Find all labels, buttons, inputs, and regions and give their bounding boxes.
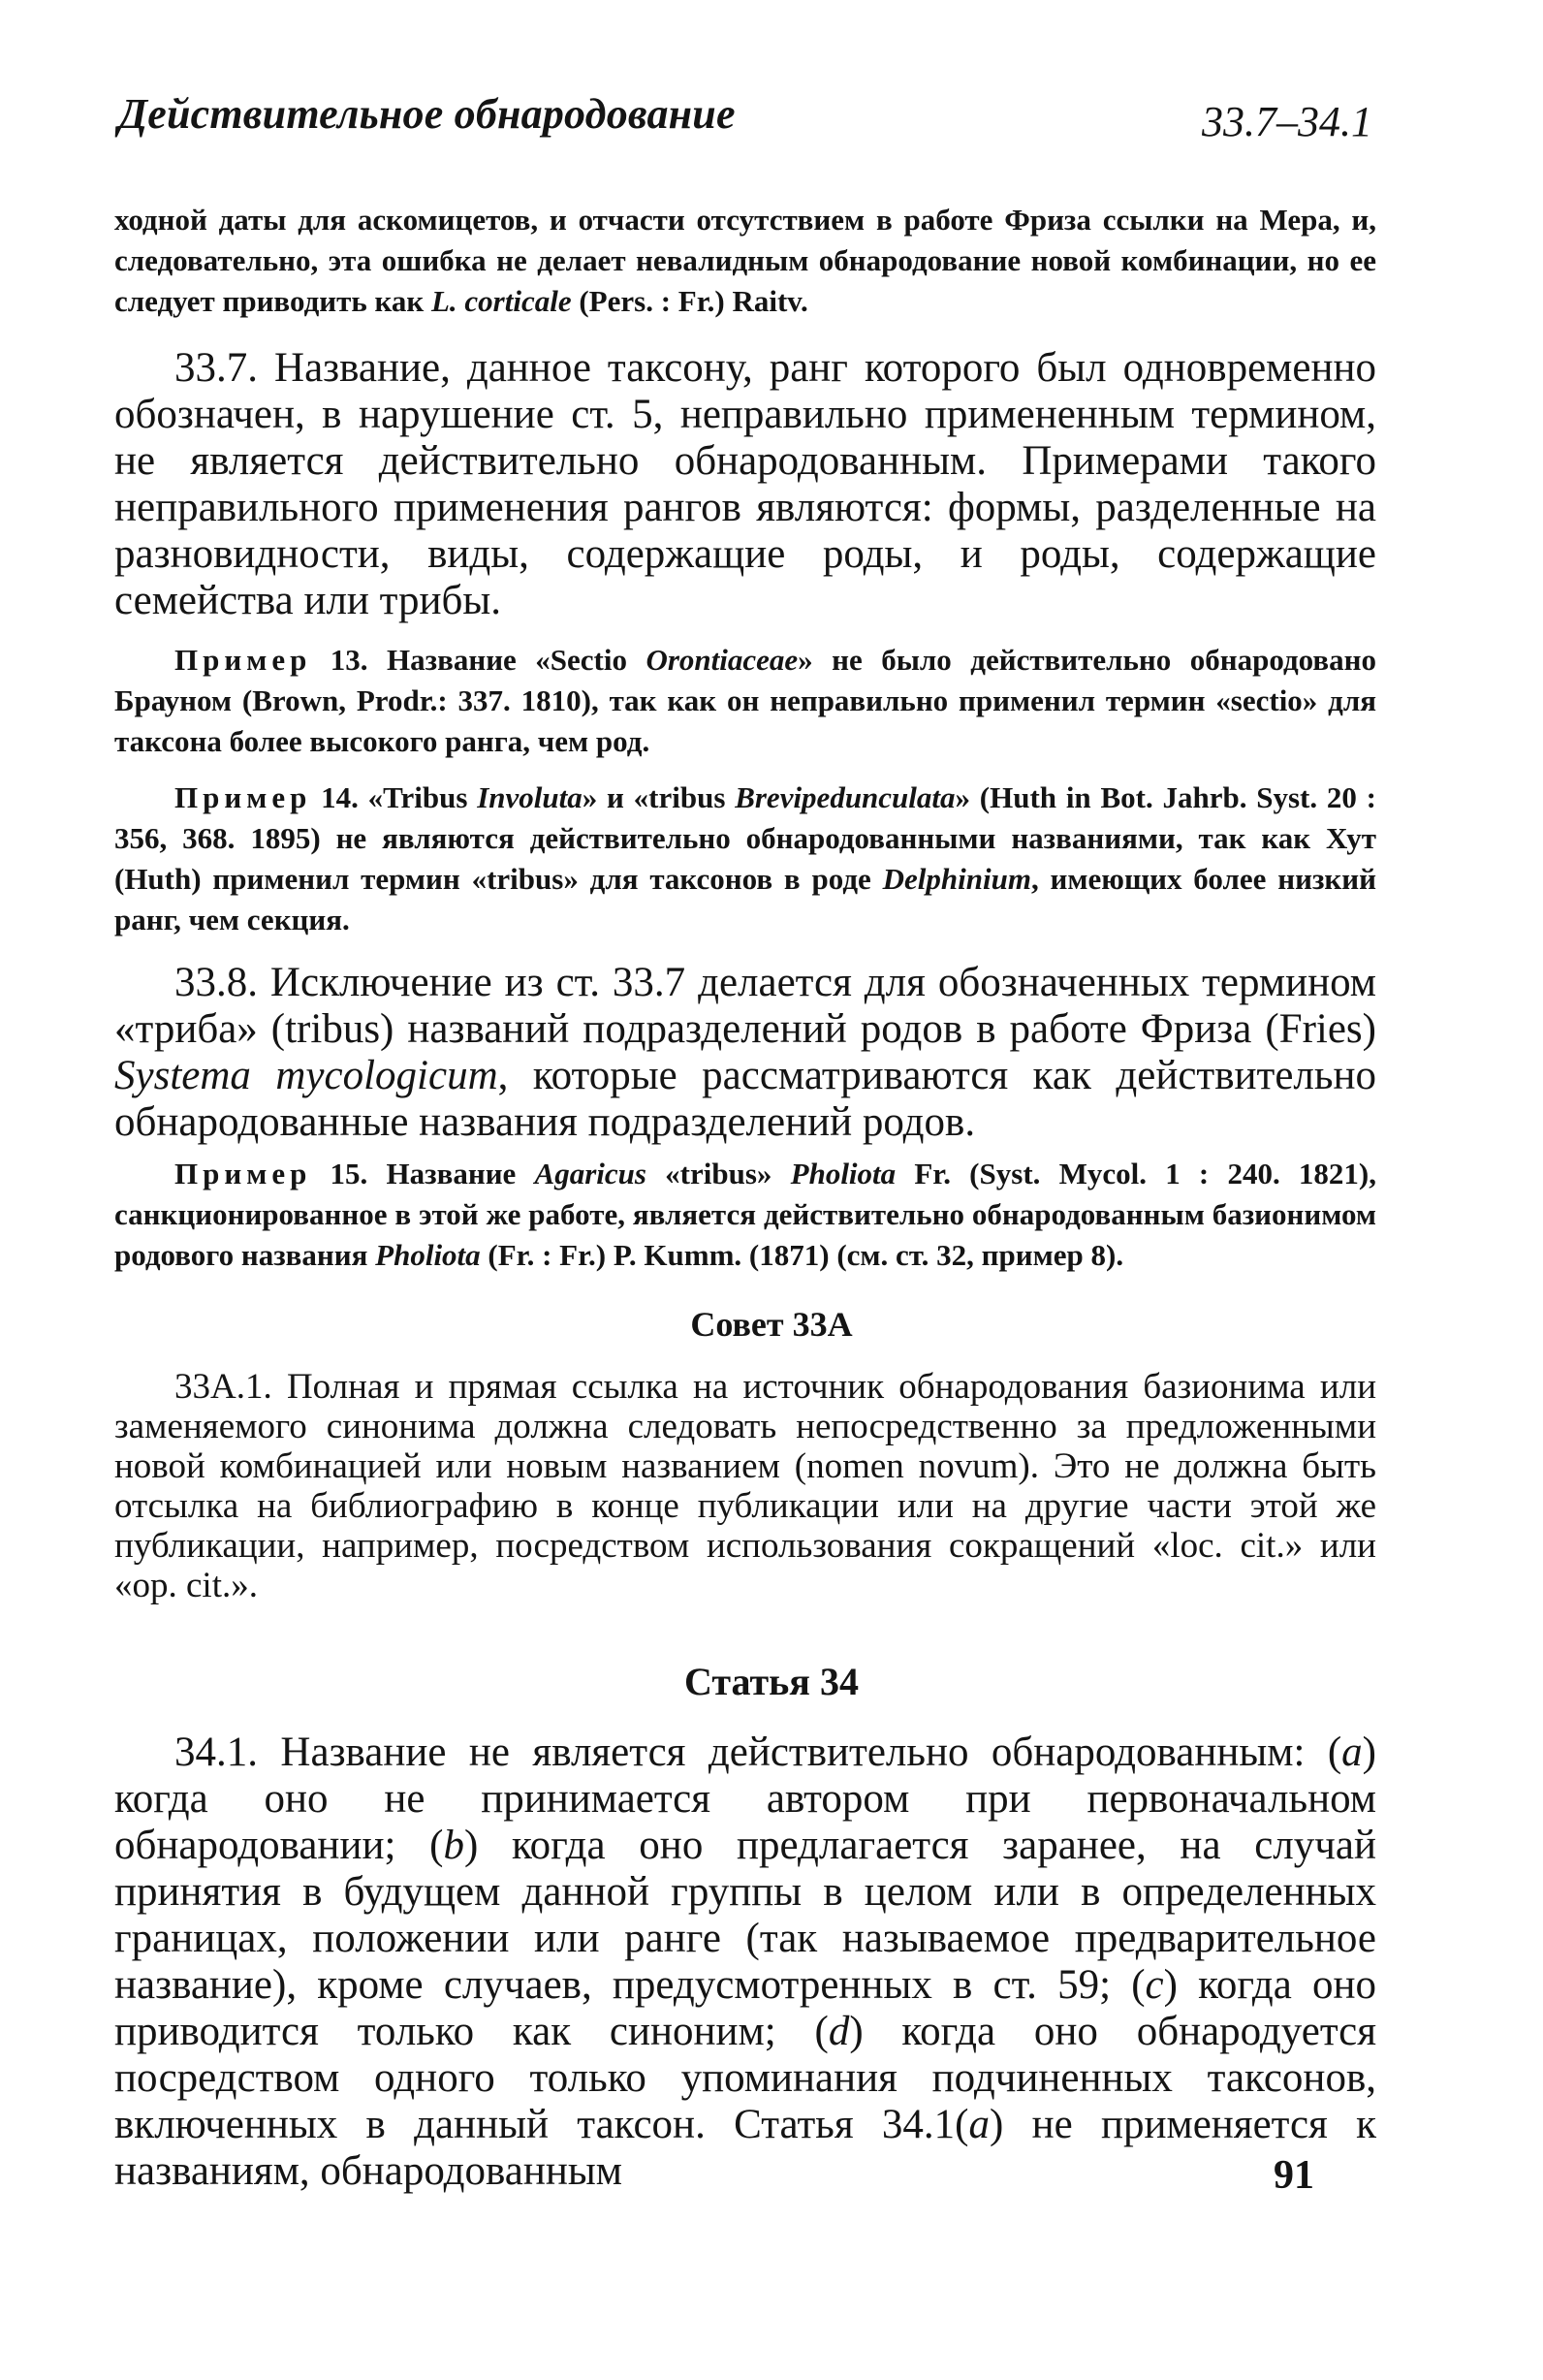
- article-text: ) когда оно приводится только как синоним; (: [114, 1962, 1377, 2054]
- clause-letter: b: [443, 1823, 464, 1868]
- article-34-heading: Статья 34: [684, 1660, 859, 1703]
- article-text: 34.1. Название не является действительно обнародованным: (: [174, 1729, 1342, 1775]
- intro-paragraph: [114, 200, 1376, 322]
- clause-letter: c: [1145, 1962, 1164, 2008]
- example-13: [114, 640, 1376, 762]
- article-text: ) когда оно предлагается заранее, на случай принятия в будущем данной группы в целом или в определенных границах, положении или ранге (так называемое предварительное название), кроме случаев, предусмотренных в ст. 59; (: [114, 1823, 1376, 2008]
- article-text: ) не применяется к названиям, обнародованным: [114, 2102, 1376, 2194]
- example-14: [114, 777, 1376, 940]
- page-number: 91: [1274, 2153, 1314, 2198]
- clause-letter: a: [968, 2102, 991, 2147]
- example-text: 14. «Tribus: [311, 780, 478, 814]
- example-text: «tribus»: [646, 1157, 791, 1190]
- example-label: Пример: [174, 780, 312, 814]
- example-label: Пример: [174, 1157, 312, 1190]
- example-text: (Fr. : Fr.) P. Kumm. (1871) (см. ст. 32, пример 8).: [480, 1238, 1124, 1272]
- taxon-name: Orontiaceae: [646, 643, 799, 677]
- article-text: ) когда оно обнародуется посредством одного только упоминания подчиненных таксонов, включенных в данный таксон. Статья 34.1(: [114, 2009, 1377, 2147]
- running-header-title: Действительное обнародование: [118, 90, 736, 138]
- clause-letter: d: [828, 2009, 850, 2054]
- taxon-name: Pholiota: [375, 1238, 481, 1272]
- article-34-1: [114, 1729, 1376, 2195]
- intro-text-end: (Pers. : Fr.) Raitv.: [571, 284, 808, 318]
- clause-letter: a: [1341, 1729, 1363, 1775]
- work-title: Systema mycologicum: [114, 1053, 498, 1098]
- intro-text: ходной даты для аскомицетов, и отчасти отсутствием в работе Фриза ссылки на Мера, и, следовательно, эта ошибка не делает невалидным обнародование новой комбинации, но ее следует приводить как: [114, 203, 1376, 318]
- article-33-7: 33.7. Название, данное таксону, ранг которого был одновременно обозначен, в нарушение ст. 5, неправильно примененным термином, не является действительно обнародованным. Примерами такого неправильного применения рангов являются: формы, разделенные на разновидности, виды, содержащие роды, и роды, содержащие семейства или трибы.: [114, 345, 1376, 623]
- taxon-name: Involuta: [477, 780, 583, 814]
- example-text: 13. Название «Sectio: [311, 643, 646, 677]
- article-33-8: [114, 960, 1376, 1146]
- running-header-range: 33.7–34.1: [1202, 98, 1372, 145]
- taxon-name: Agaricus: [534, 1157, 646, 1190]
- taxon-name: Pholiota: [790, 1157, 897, 1190]
- example-text: » (Huth in Bot. Jahrb. Syst. 20 : 356, 368. 1895) не являются действительно обнародованными названиями, так как Хут (Huth) применил термин «tribus» для таксонов в роде: [114, 780, 1376, 896]
- taxon-name: Delphinium: [882, 862, 1031, 896]
- example-text: , имеющих более низкий ранг, чем секция.: [114, 862, 1376, 936]
- recommendation-33a-1: 33А.1. Полная и прямая ссылка на источник обнародования базионима или заменяемого синонима должна следовать непосредственно за предложенными новой комбинацией или новым названием (nomen novum). Это не должна быть отсылка на библиографию в конце публикации или на другие части этой же публикации, например, посредством использования сокращений «loc. cit.» или «op. cit.».: [114, 1367, 1376, 1605]
- recommendation-heading: Совет 33А: [690, 1305, 853, 1344]
- example-text: » и «tribus: [582, 780, 736, 814]
- example-text: Fr. (Syst. Mycol. 1 : 240. 1821), санкционированное в этой же работе, является действительно обнародованным базионимом родового названия: [114, 1157, 1376, 1272]
- taxon-name: L. corticale: [430, 284, 572, 318]
- article-text: , которые рассматриваются как действительно обнародованные названия подразделений родов.: [114, 1053, 1376, 1145]
- example-text: 15. Название: [311, 1157, 535, 1190]
- example-text: » не было действительно обнародовано Брауном (Brown, Prodr.: 337. 1810), так как он неправильно применил термин «sectio» для таксона более высокого ранга, чем род.: [114, 643, 1376, 758]
- article-text: ) когда оно не принимается автором при первоначальном обнародовании; (: [114, 1729, 1376, 1868]
- example-label: Пример: [174, 643, 312, 677]
- article-text: 33.8. Исключение из ст. 33.7 делается для обозначенных термином «триба» (tribus) названий подразделений родов в работе Фриза (Fries): [114, 960, 1376, 1052]
- example-15: [114, 1154, 1376, 1276]
- taxon-name: Brevipedunculata: [735, 780, 956, 814]
